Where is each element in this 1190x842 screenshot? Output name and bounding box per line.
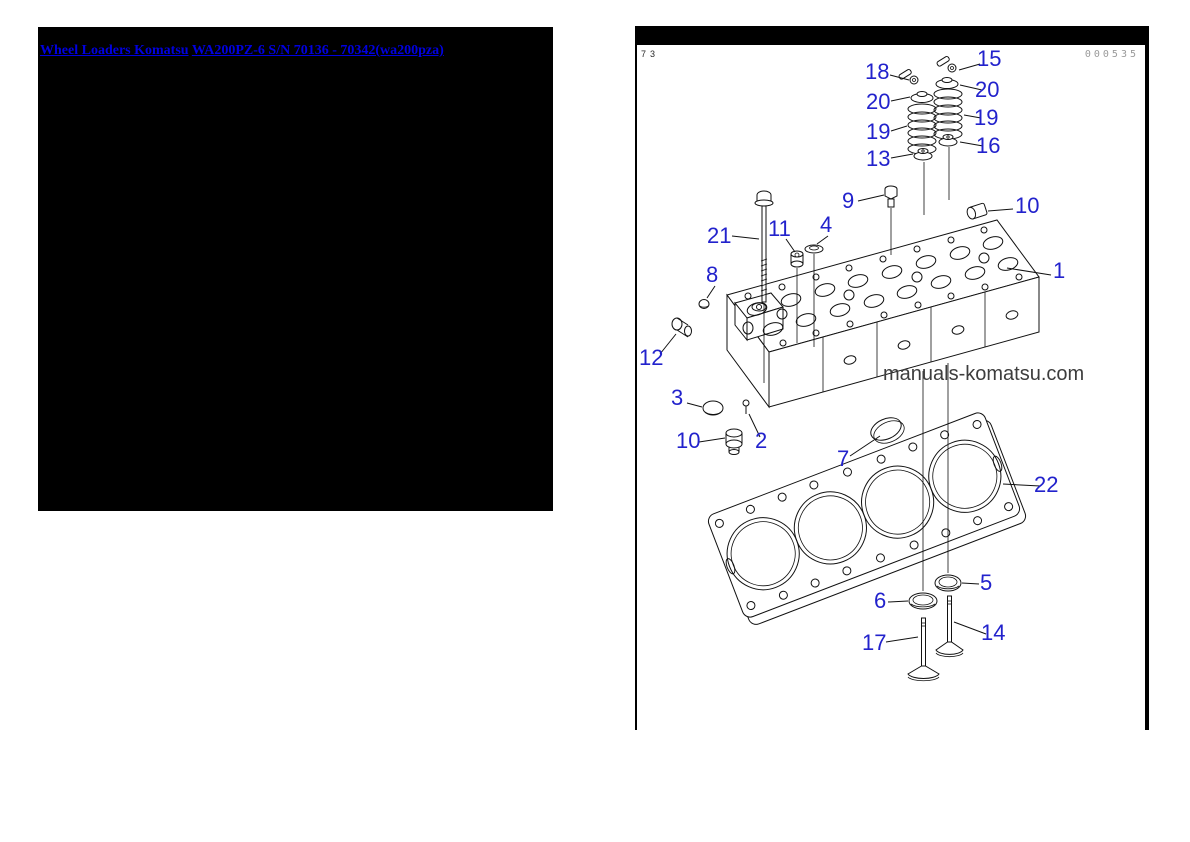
page-number: 73 (641, 49, 660, 59)
plug-8 (699, 300, 709, 309)
callout-10-right: 10 (1015, 193, 1040, 218)
callout-8: 8 (706, 262, 719, 287)
valve-17 (908, 618, 939, 681)
figure-panel (635, 26, 1149, 730)
seat-ring-6 (909, 593, 937, 609)
valve-cotter-15 (936, 56, 956, 72)
callout-18: 18 (865, 59, 890, 84)
breadcrumb-link-category[interactable]: Wheel Loaders Komatsu (40, 43, 189, 58)
plug-12 (672, 318, 692, 337)
callout-1: 1 (1053, 258, 1066, 283)
callout-17: 17 (862, 630, 887, 655)
pin-2 (743, 400, 749, 414)
callout-12: 12 (639, 345, 664, 370)
valve-spring-19-right (934, 89, 962, 139)
callout-13: 13 (866, 146, 891, 171)
sleeve-11 (791, 251, 803, 267)
callout-6: 6 (874, 588, 887, 613)
cup-10-left (726, 429, 742, 455)
figure-code: 000535 (1084, 49, 1139, 60)
callout-3: 3 (671, 385, 684, 410)
callout-5: 5 (980, 570, 993, 595)
valve-stem-seal-13 (914, 149, 932, 161)
seat-ring-5 (935, 575, 961, 591)
valve-14 (936, 596, 963, 657)
callout-19-left: 19 (866, 119, 891, 144)
watermark-text: manuals-komatsu.com (883, 363, 1085, 385)
callout-11: 11 (768, 216, 791, 241)
callout-14: 14 (981, 620, 1006, 645)
callout-19-right: 19 (974, 105, 999, 130)
left-black-box (38, 27, 553, 511)
breadcrumb (38, 27, 553, 59)
valve-cotter-18 (898, 69, 918, 84)
parts-diagram (637, 45, 1145, 730)
callout-2: 2 (755, 428, 768, 453)
figure-panel-body (635, 45, 1149, 730)
callout-15: 15 (977, 46, 1002, 71)
callout-20-right: 20 (975, 77, 1000, 102)
callout-16: 16 (976, 133, 1001, 158)
bolt-9 (885, 186, 897, 207)
callout-22: 22 (1034, 472, 1059, 497)
figure-panel-topbar (635, 26, 1149, 45)
callout-21: 21 (707, 223, 732, 248)
spring-retainer-20-left (911, 92, 933, 103)
spring-retainer-20-right (936, 78, 958, 89)
washer-4 (805, 245, 823, 253)
cup-plug-3 (703, 401, 723, 415)
valve-stem-seal-16 (939, 135, 957, 147)
callout-4: 4 (820, 212, 833, 237)
plug-10-right (966, 203, 988, 220)
callout-9: 9 (842, 188, 855, 213)
breadcrumb-link-model[interactable]: WA200PZ-6 S/N 70136 - 70342(wa200pza) (191, 43, 444, 58)
callout-20-left: 20 (866, 89, 891, 114)
callout-7: 7 (837, 446, 850, 471)
valve-spring-19-left (908, 104, 936, 154)
callout-10-left: 10 (676, 428, 701, 453)
